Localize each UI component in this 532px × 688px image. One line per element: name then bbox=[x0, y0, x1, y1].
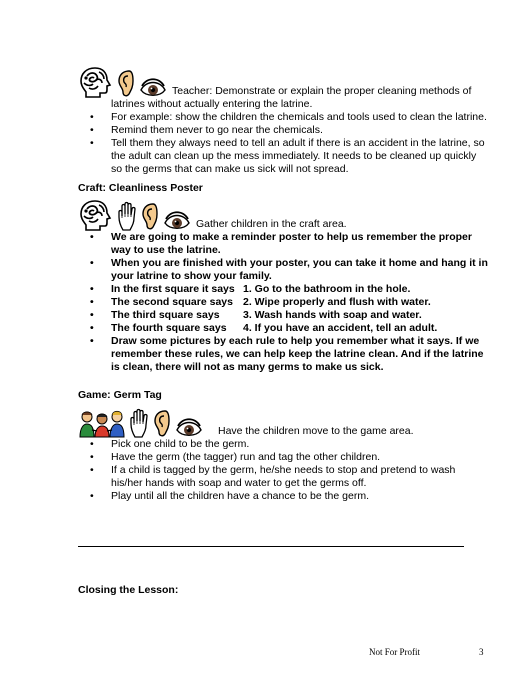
list-item: • If a child is tagged by the germ, he/she needs to stop and pretend to wash his/her hands with soap and water to get the germs off. bbox=[78, 464, 488, 490]
game-bullet-list bbox=[78, 438, 488, 503]
eye-icon bbox=[162, 211, 192, 231]
ear-icon bbox=[152, 408, 172, 438]
list-item: • When you are finished with your poster, you can take it home and hang it in your latrine to show your family. bbox=[78, 257, 488, 283]
page-number: 3 bbox=[479, 647, 484, 657]
craft-section bbox=[78, 199, 488, 374]
list-item: • We are going to make a reminder poster to help us remember the proper way to use the latrine. bbox=[78, 231, 488, 257]
section-divider bbox=[78, 546, 464, 547]
teacher-bullet-list bbox=[78, 111, 488, 176]
list-item: • Have the germ (the tagger) run and tag the other children. bbox=[78, 451, 488, 464]
game-intro-text: Have the children move to the game area. bbox=[218, 425, 414, 437]
eye-icon bbox=[138, 78, 168, 98]
children-icon bbox=[78, 408, 126, 438]
craft-heading: Craft: Cleanliness Poster bbox=[78, 182, 203, 194]
activity-icons bbox=[78, 66, 168, 98]
list-item: • Remind them never to go near the chemicals. bbox=[78, 124, 488, 137]
teacher-intro bbox=[78, 66, 488, 98]
craft-intro bbox=[78, 199, 488, 231]
list-item: • Play until all the children have a chance to be the germ. bbox=[78, 490, 488, 503]
head-icon bbox=[78, 66, 114, 98]
list-item: • For example: show the children the chemicals and tools used to clean the latrine. bbox=[78, 111, 488, 124]
eye-icon bbox=[174, 418, 204, 438]
game-intro bbox=[78, 408, 488, 438]
teacher-section bbox=[78, 66, 488, 176]
craft-intro-text: Gather children in the craft area. bbox=[196, 218, 347, 230]
hand-icon bbox=[128, 408, 150, 438]
list-item: • The third square says 3. Wash hands with soap and water. bbox=[78, 309, 488, 322]
game-section bbox=[78, 408, 488, 503]
ear-icon bbox=[140, 201, 160, 231]
teacher-intro-continued: latrines without actually entering the latrine. bbox=[111, 98, 313, 110]
list-item: • The fourth square says 4. If you have an accident, tell an adult. bbox=[78, 322, 488, 335]
closing-heading: Closing the Lesson: bbox=[78, 584, 179, 596]
list-item: • In the first square it says 1. Go to the bathroom in the hole. bbox=[78, 283, 488, 296]
head-icon bbox=[78, 199, 114, 231]
teacher-intro-text: Teacher: Demonstrate or explain the proper cleaning methods of bbox=[172, 85, 472, 97]
hand-icon bbox=[116, 201, 138, 231]
craft-bullet-list bbox=[78, 231, 488, 374]
activity-icons bbox=[78, 199, 192, 231]
activity-icons bbox=[78, 408, 204, 438]
game-heading: Game: Germ Tag bbox=[78, 389, 162, 401]
list-item: • The second square says 2. Wipe properly and flush with water. bbox=[78, 296, 488, 309]
ear-icon bbox=[116, 68, 136, 98]
list-item: • Pick one child to be the germ. bbox=[78, 438, 488, 451]
list-item: • Draw some pictures by each rule to help you remember what it says. If we remember these rules, we can help keep the latrine clean. And if the latrine is clean, there will not as many germs to make us sick. bbox=[78, 335, 488, 374]
list-item: • Tell them they always need to tell an adult if there is an accident in the latrine, so the adult can clean up the mess immediately. It needs to be cleaned up quickly so the germs that can make us sick will not spread. bbox=[78, 137, 488, 176]
footer-label: Not For Profit bbox=[369, 647, 421, 657]
